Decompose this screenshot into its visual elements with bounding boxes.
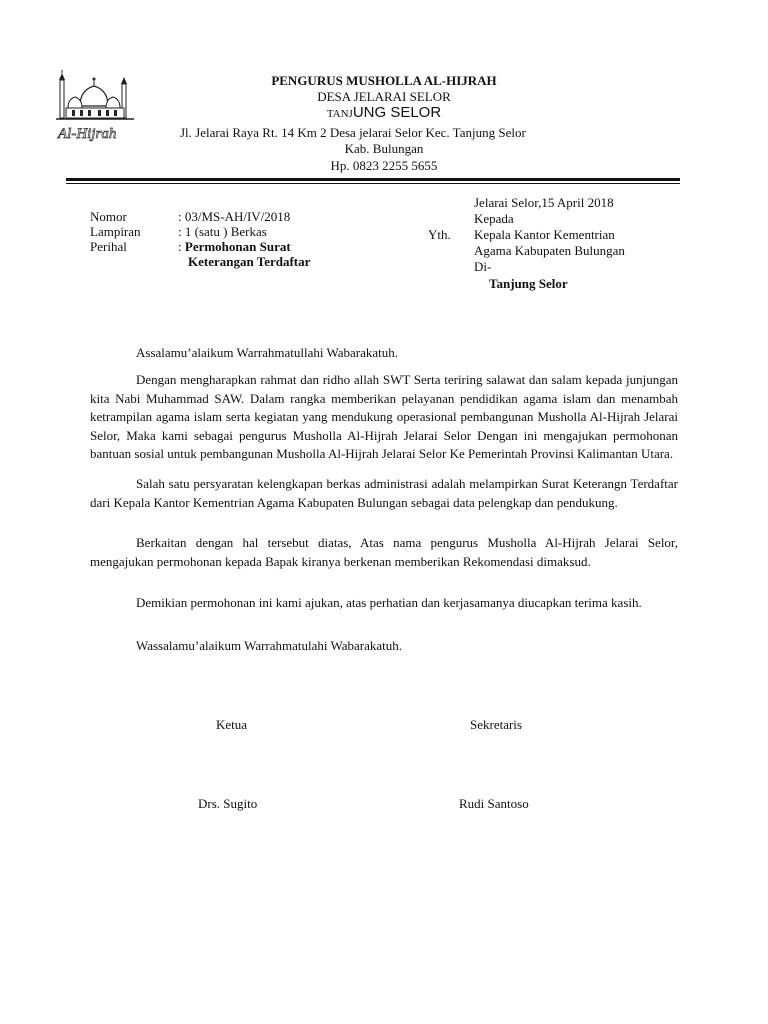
nomor-label: Nomor bbox=[90, 209, 127, 224]
letter-date: Jelarai Selor,15 April 2018 bbox=[474, 195, 614, 210]
address-line: Jl. Jelarai Raya Rt. 14 Km 2 Desa jelarai Selor Kec. Tanjung Selor bbox=[180, 125, 526, 140]
city-part-b: UNG SELOR bbox=[352, 104, 442, 121]
header-divider-thin bbox=[66, 183, 680, 184]
signature-left-title: Ketua bbox=[216, 717, 248, 732]
signature-right-name: Rudi Santoso bbox=[459, 796, 529, 811]
kepada-label: Kepada bbox=[474, 211, 514, 226]
village-name: DESA JELARAI SELOR bbox=[317, 89, 451, 104]
signature-right-title: Sekretaris bbox=[470, 717, 522, 732]
perihal-value-line2: Keterangan Terdaftar bbox=[188, 254, 311, 269]
yth-label: Yth. bbox=[428, 227, 451, 242]
org-name: PENGURUS MUSHOLLA AL-HIJRAH bbox=[271, 73, 497, 88]
signature-left-name: Drs. Sugito bbox=[198, 796, 258, 811]
closing-greeting: Wassalamu’alaikum Warrahmatulahi Wabarakatuh. bbox=[136, 638, 403, 653]
district-line: Kab. Bulungan bbox=[344, 141, 424, 156]
greeting: Assalamu’alaikum Warrahmatullahi Wabarakatuh. bbox=[136, 345, 399, 360]
recipient-di: Di- bbox=[474, 259, 492, 274]
city-name bbox=[0, 104, 768, 123]
phone-line: Hp. 0823 2255 5655 bbox=[330, 158, 438, 173]
perihal-label: Perihal bbox=[90, 239, 127, 254]
paragraph-2: Salah satu persyaratan kelengkapan berkas administrasi adalah melampirkan Surat Keterangn Terdaftar dari Kepala Kantor Kementrian Agama Kabupaten Bulungan sebagai data pelengkap dan pendukung. bbox=[90, 476, 678, 510]
perihal-value-line1: Permohonan Surat bbox=[184, 239, 291, 254]
header-divider-thick bbox=[66, 178, 680, 181]
city-part-a: TANJ bbox=[326, 108, 353, 120]
lampiran-value: : 1 (satu ) Berkas bbox=[178, 224, 267, 239]
recipient-place: Tanjung Selor bbox=[489, 276, 568, 291]
recipient-line2: Agama Kabupaten Bulungan bbox=[474, 243, 625, 258]
paragraph-3: Berkaitan dengan hal tersebut diatas, Atas nama pengurus Musholla Al-Hijrah Jelarai Selor, mengajukan permohonan kepada Bapak kiranya berkenan memberikan Rekomendasi dimaksud. bbox=[90, 535, 678, 569]
lampiran-label: Lampiran bbox=[90, 224, 141, 239]
paragraph-4: Demikian permohonan ini kami ajukan, atas perhatian dan kerjasamanya diucapkan terima kasih. bbox=[136, 595, 642, 610]
nomor-value: : 03/MS-AH/IV/2018 bbox=[178, 209, 291, 224]
perihal-colon: : bbox=[178, 239, 185, 254]
recipient-line1: Kepala Kantor Kementrian bbox=[474, 227, 615, 242]
svg-text:Al-Hijrah: Al-Hijrah bbox=[58, 126, 117, 142]
paragraph-1: Dengan mengharapkan rahmat dan ridho allah SWT Serta teriring salawat dan salam kepada junjungan kita Nabi Muhammad SAW. Dalam rangka memberikan pelayanan pendidikan agama islam dan menambah ketrampilan agama islam serta kegiatan yang mendukung operasional pembangunan Musholla Al-Hijrah Jelarai Selor, Maka kami sebagai pengurus Musholla Al-Hijrah Jelarai Selor Dengan ini mengajukan permohonan bantuan sosial untuk pembangunan Musholla Al-Hijrah Jelarai Selor Ke Pemerintah Provinsi Kalimantan Utara. bbox=[90, 372, 678, 461]
